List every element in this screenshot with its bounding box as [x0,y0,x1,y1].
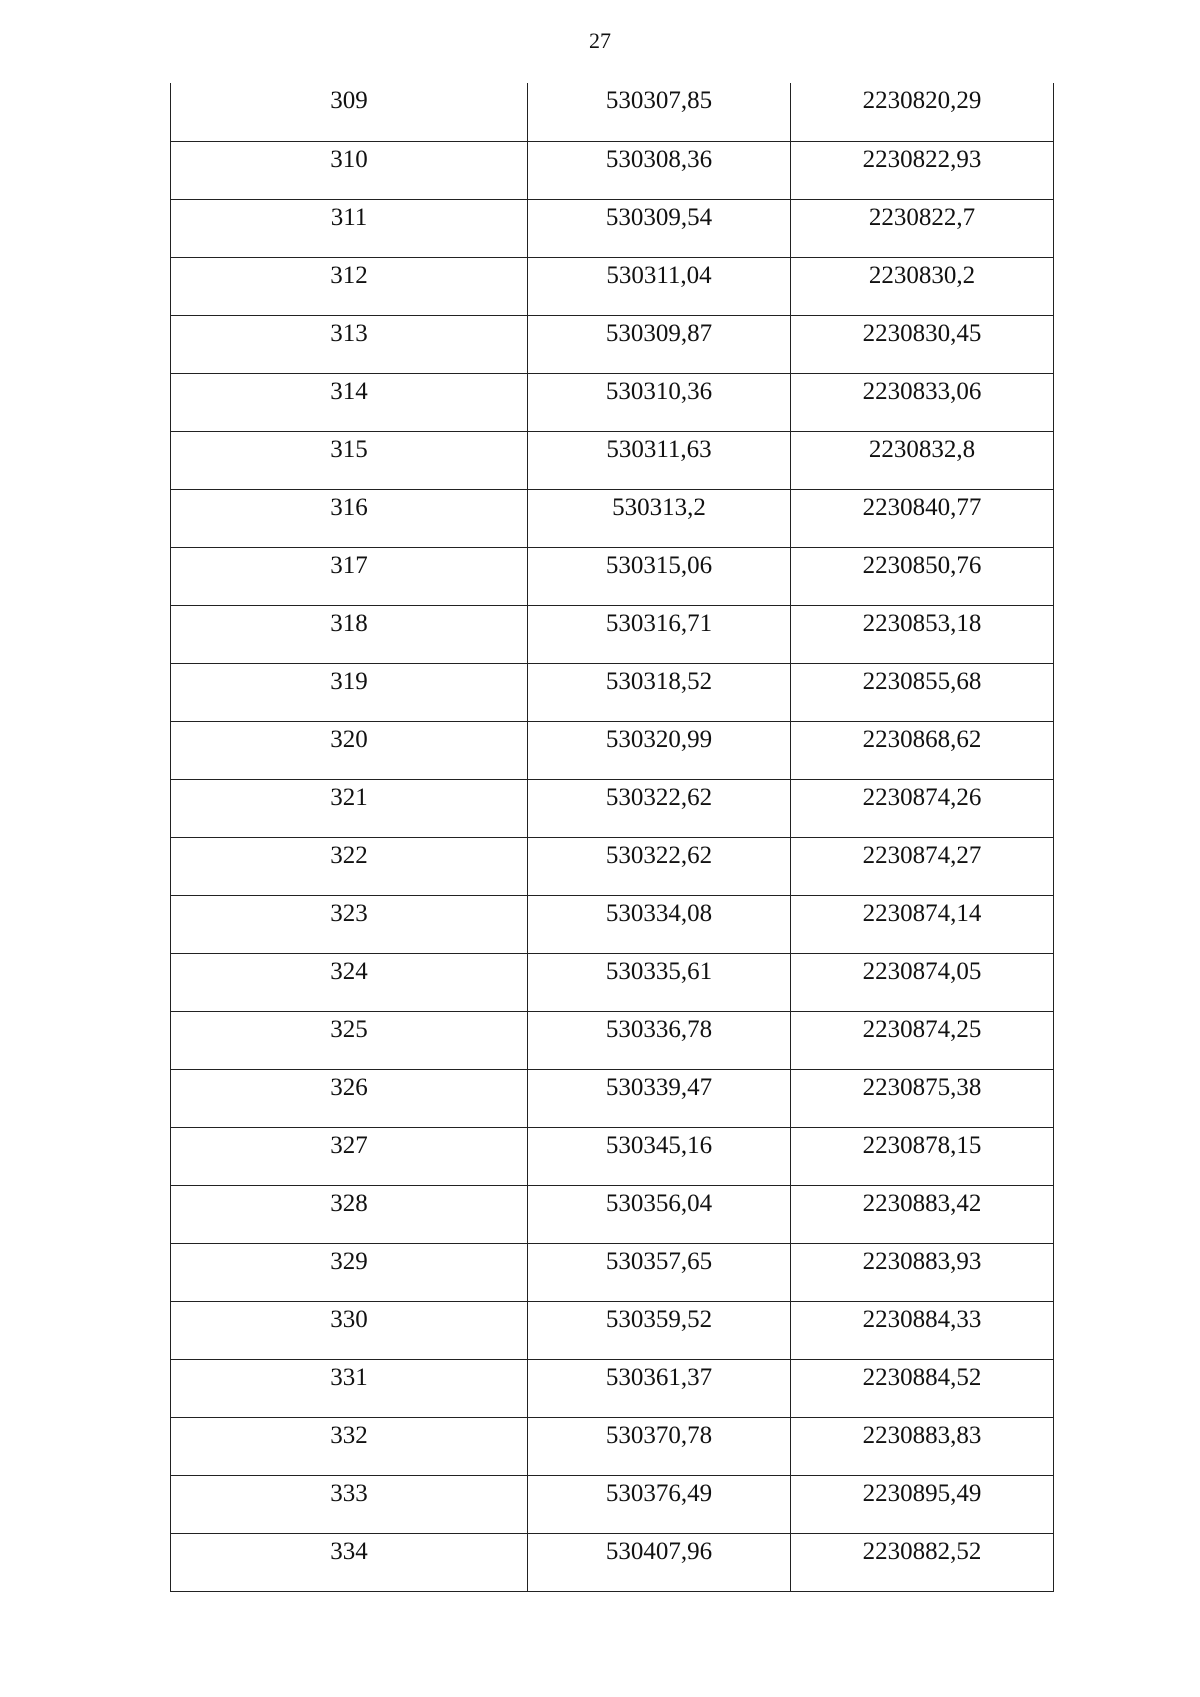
point-number-cell: 324 [171,953,528,1011]
table-row [171,1127,1054,1185]
y-coordinate-cell: 2230850,76 [791,547,1054,605]
table-row [171,1359,1054,1417]
x-coordinate-cell: 530370,78 [528,1417,791,1475]
point-number-cell: 314 [171,373,528,431]
y-coordinate-cell: 2230874,05 [791,953,1054,1011]
x-coordinate-cell: 530336,78 [528,1011,791,1069]
point-number-cell: 318 [171,605,528,663]
table-row [171,1011,1054,1069]
x-coordinate-cell: 530320,99 [528,721,791,779]
point-number-cell: 334 [171,1533,528,1591]
x-coordinate-cell: 530376,49 [528,1475,791,1533]
table-row [171,663,1054,721]
y-coordinate-cell: 2230883,93 [791,1243,1054,1301]
point-number-cell: 312 [171,257,528,315]
y-coordinate-cell: 2230830,2 [791,257,1054,315]
x-coordinate-cell: 530308,36 [528,141,791,199]
point-number-cell: 321 [171,779,528,837]
y-coordinate-cell: 2230878,15 [791,1127,1054,1185]
y-coordinate-cell: 2230874,14 [791,895,1054,953]
point-number-cell: 325 [171,1011,528,1069]
point-number-cell: 329 [171,1243,528,1301]
x-coordinate-cell: 530311,04 [528,257,791,315]
x-coordinate-cell: 530357,65 [528,1243,791,1301]
point-number-cell: 317 [171,547,528,605]
x-coordinate-cell: 530310,36 [528,373,791,431]
y-coordinate-cell: 2230874,27 [791,837,1054,895]
table-row [171,315,1054,373]
point-number-cell: 315 [171,431,528,489]
x-coordinate-cell: 530311,63 [528,431,791,489]
y-coordinate-cell: 2230868,62 [791,721,1054,779]
table-row [171,547,1054,605]
table-row [171,1533,1054,1591]
x-coordinate-cell: 530316,71 [528,605,791,663]
x-coordinate-cell: 530322,62 [528,779,791,837]
y-coordinate-cell: 2230853,18 [791,605,1054,663]
y-coordinate-cell: 2230883,83 [791,1417,1054,1475]
x-coordinate-cell: 530334,08 [528,895,791,953]
table-row [171,895,1054,953]
x-coordinate-cell: 530307,85 [528,83,791,141]
point-number-cell: 326 [171,1069,528,1127]
point-number-cell: 330 [171,1301,528,1359]
point-number-cell: 327 [171,1127,528,1185]
table-row [171,1243,1054,1301]
y-coordinate-cell: 2230833,06 [791,373,1054,431]
point-number-cell: 311 [171,199,528,257]
y-coordinate-cell: 2230884,52 [791,1359,1054,1417]
table-row [171,431,1054,489]
table-row [171,837,1054,895]
y-coordinate-cell: 2230830,45 [791,315,1054,373]
point-number-cell: 328 [171,1185,528,1243]
point-number-cell: 316 [171,489,528,547]
x-coordinate-cell: 530335,61 [528,953,791,1011]
point-number-cell: 332 [171,1417,528,1475]
table-row [171,257,1054,315]
y-coordinate-cell: 2230884,33 [791,1301,1054,1359]
x-coordinate-cell: 530339,47 [528,1069,791,1127]
x-coordinate-cell: 530359,52 [528,1301,791,1359]
table-row [171,1475,1054,1533]
table-body [171,83,1054,1591]
point-number-cell: 309 [171,83,528,141]
table-row [171,199,1054,257]
coordinates-table [170,83,1054,1592]
table-row [171,605,1054,663]
point-number-cell: 333 [171,1475,528,1533]
table-row [171,953,1054,1011]
table-row [171,1417,1054,1475]
point-number-cell: 313 [171,315,528,373]
y-coordinate-cell: 2230832,8 [791,431,1054,489]
x-coordinate-cell: 530322,62 [528,837,791,895]
y-coordinate-cell: 2230874,25 [791,1011,1054,1069]
x-coordinate-cell: 530407,96 [528,1533,791,1591]
point-number-cell: 331 [171,1359,528,1417]
point-number-cell: 322 [171,837,528,895]
y-coordinate-cell: 2230855,68 [791,663,1054,721]
y-coordinate-cell: 2230840,77 [791,489,1054,547]
point-number-cell: 310 [171,141,528,199]
point-number-cell: 323 [171,895,528,953]
x-coordinate-cell: 530318,52 [528,663,791,721]
x-coordinate-cell: 530309,87 [528,315,791,373]
table-row [171,779,1054,837]
table-row [171,489,1054,547]
table-row [171,1185,1054,1243]
y-coordinate-cell: 2230822,7 [791,199,1054,257]
table-row [171,83,1054,141]
y-coordinate-cell: 2230820,29 [791,83,1054,141]
y-coordinate-cell: 2230895,49 [791,1475,1054,1533]
point-number-cell: 320 [171,721,528,779]
table-row [171,1069,1054,1127]
x-coordinate-cell: 530345,16 [528,1127,791,1185]
page-number: 27 [589,28,611,53]
x-coordinate-cell: 530361,37 [528,1359,791,1417]
y-coordinate-cell: 2230883,42 [791,1185,1054,1243]
x-coordinate-cell: 530309,54 [528,199,791,257]
table-row [171,1301,1054,1359]
y-coordinate-cell: 2230874,26 [791,779,1054,837]
table-row [171,721,1054,779]
y-coordinate-cell: 2230822,93 [791,141,1054,199]
x-coordinate-cell: 530313,2 [528,489,791,547]
table-row [171,141,1054,199]
table-row [171,373,1054,431]
x-coordinate-cell: 530356,04 [528,1185,791,1243]
point-number-cell: 319 [171,663,528,721]
y-coordinate-cell: 2230875,38 [791,1069,1054,1127]
y-coordinate-cell: 2230882,52 [791,1533,1054,1591]
x-coordinate-cell: 530315,06 [528,547,791,605]
